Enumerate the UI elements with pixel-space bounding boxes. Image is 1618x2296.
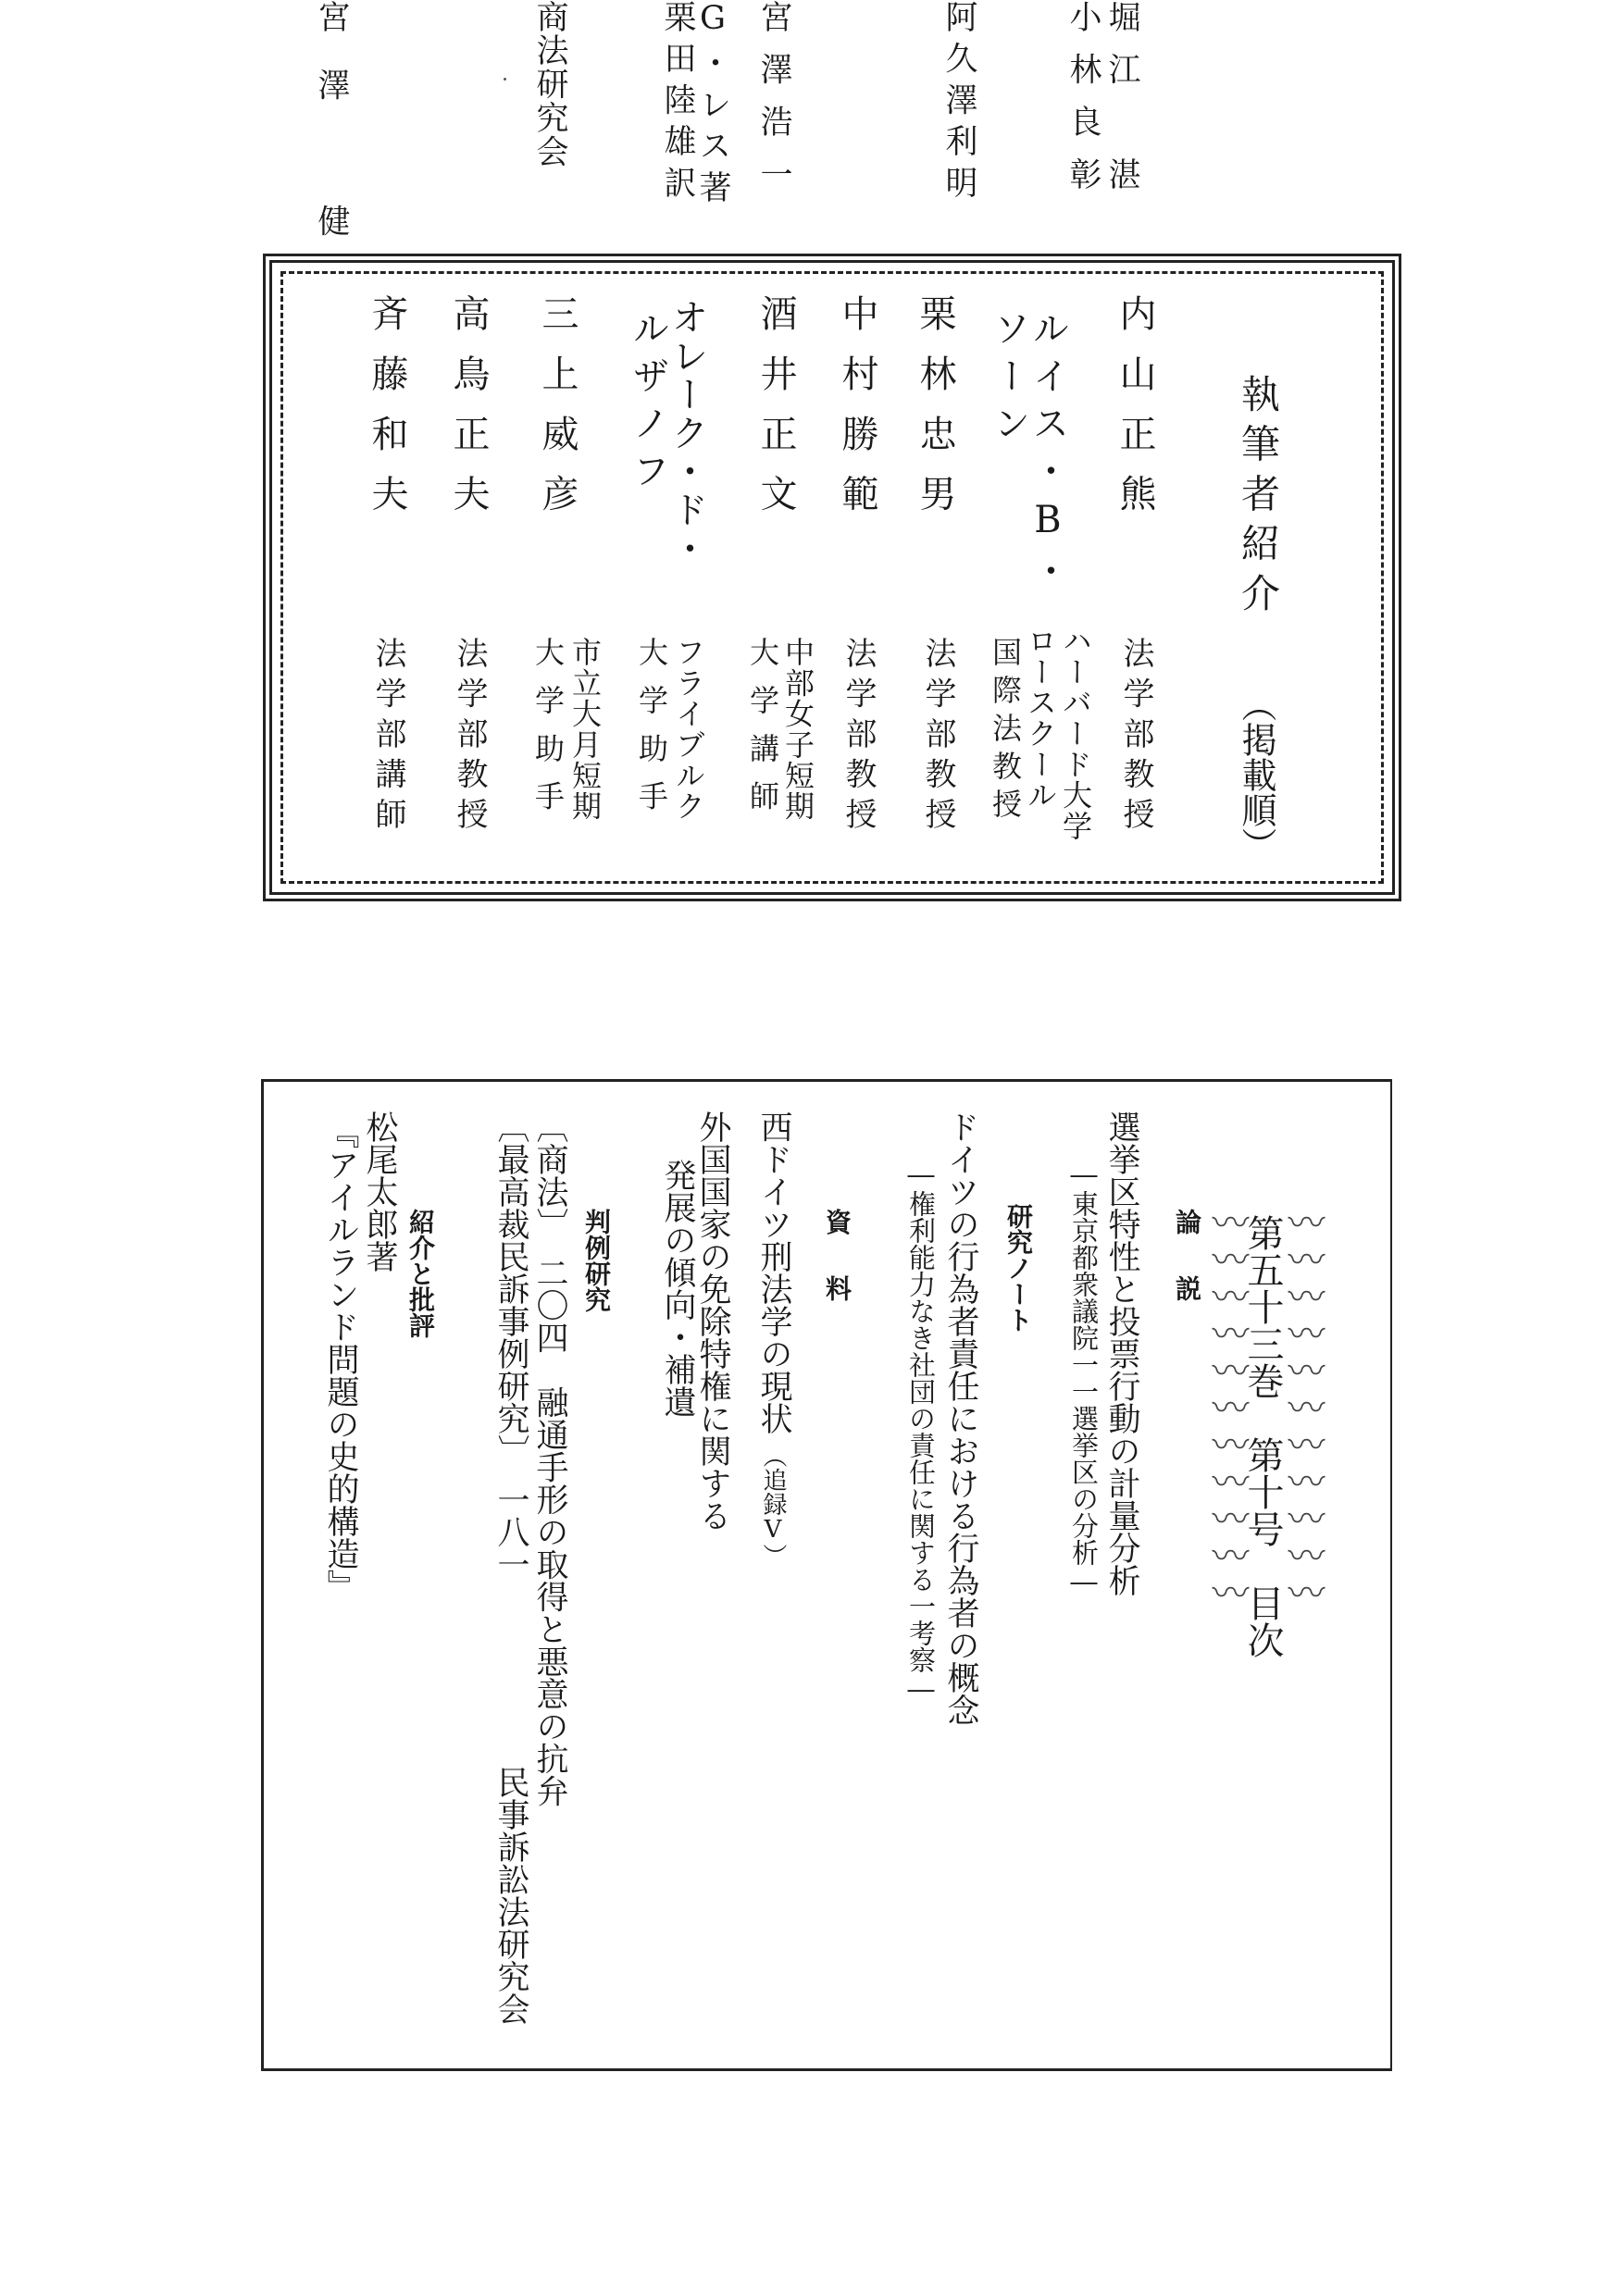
contributor-aff-7a: 市立大月短期	[567, 637, 603, 822]
contributor-name-8: 高鳥正夫	[447, 294, 490, 535]
contributor-aff-6b: 大学助手	[634, 637, 669, 829]
toc-entry-3-note: （追録Ⅴ）	[759, 1444, 787, 1568]
contributor-aff-7b: 大学助手	[530, 637, 566, 829]
contributor-name-3: 栗林忠男	[914, 294, 956, 535]
toc-entry-3-author: 宮澤浩一	[755, 0, 792, 210]
contributor-aff-8: 法学部教授	[451, 637, 488, 838]
contributors-title: 執筆者紹介	[1236, 374, 1281, 623]
toc-entry-2-subtitle: ―権利能力なき社団の責任に関する一考察―	[905, 1159, 937, 1705]
toc-entry-1-author-b: 小林良彰	[1064, 0, 1101, 210]
toc-entry-2-author: 阿久澤利明	[940, 0, 977, 207]
contributors-frame	[263, 254, 1401, 901]
contributor-aff-2c: 国際法教授	[988, 637, 1023, 826]
toc-entry-6-author-line: 松尾太郎著	[361, 1111, 398, 1272]
contributor-name-6b: ルザノフ	[627, 309, 669, 499]
contributor-aff-5b: 大学講師	[745, 637, 780, 829]
contributor-name-2b: ソーン	[988, 309, 1030, 452]
toc-section-shiryo: 資 料	[822, 1209, 853, 1309]
contributor-aff-1: 法学部教授	[1117, 637, 1154, 838]
contributor-aff-6a: フライブルク	[671, 637, 706, 822]
contributor-aff-9: 法学部講師	[369, 637, 406, 838]
contributors-order-note: （掲載順）	[1236, 687, 1276, 863]
contributor-aff-4: 法学部教授	[840, 637, 877, 838]
toc-title-wave-right: 〰〰〰〰〰〰〰〰〰〰〰	[1282, 1203, 1325, 1610]
toc-title-wave-left: 〰〰〰〰〰〰〰〰〰〰〰	[1206, 1203, 1249, 1610]
toc-entry-6-reviewer: 宮澤 健	[313, 0, 350, 272]
toc-entry-4-author-a: G・レス著	[694, 0, 731, 212]
contributor-name-4: 中村勝範	[836, 294, 878, 535]
toc-entry-1-author-a: 堀江 湛	[1103, 0, 1140, 210]
contributor-name-7: 三上威彦	[536, 294, 579, 535]
toc-title: 第五十三巻 第十号 目次	[1241, 1214, 1284, 1658]
toc-entry-5-title-a: 〔商法〕 二〇四 融通手形の取得と悪意の抗弁	[531, 1111, 568, 1807]
toc-entry-1-subtitle: ―東京都衆議院一一選挙区の分析―	[1068, 1159, 1100, 1597]
contributor-name-2a: ルイス・B・	[1027, 309, 1069, 600]
contributor-aff-2b: ロースクール	[1023, 626, 1058, 811]
contributor-name-6a: オレーク・ド・	[666, 298, 708, 568]
stray-mark	[504, 78, 506, 81]
contributor-aff-2a: ハーバード大学	[1058, 626, 1093, 841]
contributor-aff-5a: 中部女子短期	[780, 637, 815, 822]
contributor-name-1: 内山正熊	[1114, 294, 1156, 535]
toc-section-ronsetsu: 論 説	[1172, 1209, 1202, 1309]
toc-entry-4-title-b: 発展の傾向・補遺	[659, 1159, 696, 1418]
toc-entry-5-author-b: 民事訴訟法研究会	[492, 1766, 529, 2025]
toc-entry-4-author-b: 栗田陸雄訳	[659, 0, 696, 207]
toc-entry-2-title: ドイツの行為者責任における行為者の概念	[942, 1111, 979, 1726]
toc-entry-4-title-a: 外国国家の免除特権に関する	[694, 1111, 731, 1532]
toc-section-shokai: 紹介と批評	[405, 1209, 436, 1338]
toc-entry-5-title-b: 〔最高裁民訴事例研究〕 一八一	[492, 1111, 529, 1581]
toc-entry-6-title: 『アイルランド問題の史的構造』	[322, 1116, 359, 1602]
toc-section-hanrei: 判例研究	[581, 1209, 612, 1312]
toc-entry-3-title: 西ドイツ刑法学の現状	[755, 1111, 792, 1434]
contributor-aff-3: 法学部教授	[919, 637, 956, 838]
toc-entry-1-title: 選挙区特性と投票行動の計量分析	[1103, 1111, 1140, 1596]
toc-section-kenkyu-note: 研究ノート	[1003, 1203, 1034, 1333]
contributor-name-5: 酒井正文	[754, 294, 797, 535]
toc-entry-5-author-a: 商法研究会	[531, 0, 568, 168]
contributor-name-9: 斉藤和夫	[366, 294, 408, 535]
